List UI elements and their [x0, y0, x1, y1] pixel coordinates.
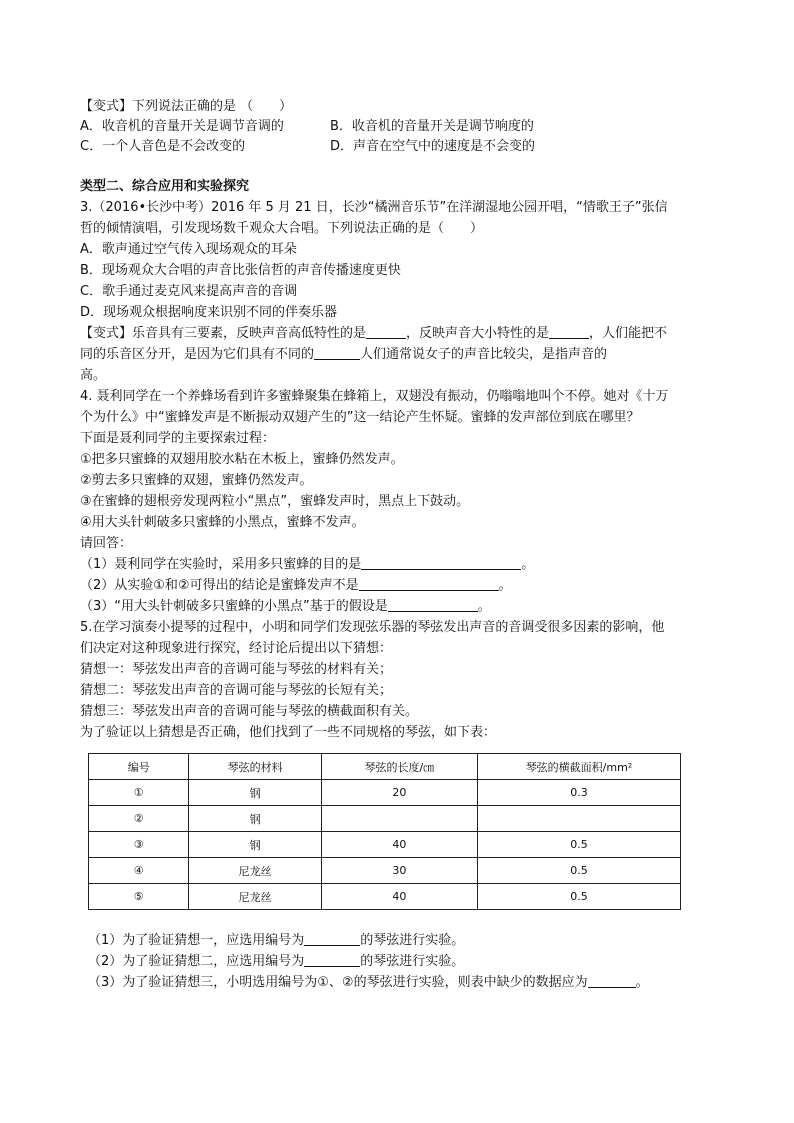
- table-cell: 钢: [189, 780, 321, 806]
- table-row: [89, 832, 681, 858]
- q4-stem-1: 4. 聂利同学在一个养蜂场看到许多蜜蜂聚集在蜂箱上，双翅没有振动，仍嗡嗡地叫个不停。她对《十万: [80, 389, 669, 404]
- q5-guess-2: 猜想二：琴弦发出声音的音调可能与琴弦的长短有关；: [80, 683, 393, 698]
- q4-answer-1: （1）聂利同学在实验时，采用多只蜜蜂的目的是 。: [80, 557, 535, 572]
- worksheet-page: [80, 97, 720, 743]
- q4-step-3: ③在蜜蜂的翅根旁发现两粒小“黑点”，蜜蜂发声时，黑点上下鼓动。: [80, 494, 470, 509]
- q4-prompt: 请回答：: [80, 536, 133, 551]
- answer-blank: [304, 952, 360, 967]
- header-cell: 琴弦的材料: [189, 754, 321, 780]
- table-row: [89, 780, 681, 806]
- header-cell: 琴弦的长度/㎝: [321, 754, 477, 780]
- table-row: [89, 884, 681, 910]
- q5-answer-1: （1）为了验证猜想一，应选用编号为 的琴弦进行实验。: [88, 933, 465, 948]
- q3-stem-2: 哲的倾情演唱，引发现场数千观众大合唱。下列说法正确的是（ ）: [80, 221, 484, 236]
- section-title: 类型二、综合应用和实验探究: [80, 179, 250, 194]
- table-cell: ⑤: [89, 884, 189, 910]
- answer-blank: [549, 324, 589, 339]
- table-cell: ②: [89, 806, 189, 832]
- q5-answers: [88, 930, 649, 993]
- table-cell: 40: [321, 832, 477, 858]
- q4-answer-2: （2）从实验①和②可得出的结论是蜜蜂发声不是 。: [80, 578, 512, 593]
- option-c: C．一个人音色是不会改变的: [80, 139, 246, 154]
- q5-guess-1: 猜想一：琴弦发出声音的音调可能与琴弦的材料有关；: [80, 662, 393, 677]
- table-cell: ①: [89, 780, 189, 806]
- answer-blank: [304, 931, 360, 946]
- q3-option-b: B．现场观众大合唱的声音比张信哲的声音传播速度更快: [80, 263, 401, 278]
- q5-stem-1: 5.在学习演奏小提琴的过程中，小明和同学们发现弦乐器的琴弦发出声音的音调受很多因素的影响，他: [80, 620, 665, 635]
- table-cell: 钢: [189, 832, 321, 858]
- table-cell: [477, 806, 680, 832]
- table-cell: 0.5: [477, 858, 680, 884]
- q5-guess-3: 猜想三：琴弦发出声音的音调可能与琴弦的横截面积有关。: [80, 704, 419, 719]
- option-a: A．收音机的音量开关是调节音调的: [80, 119, 284, 134]
- answer-blank: [314, 345, 360, 360]
- variant2-line-1: 【变式】乐音具有三要素，反映声音高低特性的是 ，反映声音大小特性的是 ，人们能把不: [80, 326, 668, 341]
- q5-stem-2: 们决定对这种现象进行探究，经讨论后提出以下猜想：: [80, 641, 393, 656]
- option-b: B．收音机的音量开关是调节响度的: [330, 119, 534, 134]
- q4-step-4: ④用大头针刺破多只蜜蜂的小黑点，蜜蜂不发声。: [80, 515, 365, 530]
- q3-option-a: A．歌声通过空气传入现场观众的耳朵: [80, 242, 297, 257]
- q5-table-intro: 为了验证以上猜想是否正确，他们找到了一些不同规格的琴弦，如下表：: [80, 725, 497, 740]
- table-cell: 0.5: [477, 884, 680, 910]
- header-cell: 琴弦的横截面积/mm²: [477, 754, 680, 780]
- table-cell: 尼龙丝: [189, 884, 321, 910]
- option-d: D．声音在空气中的速度是不会变的: [330, 139, 536, 154]
- q4-step-1: ①把多只蜜蜂的双翅用胶水粘在木板上，蜜蜂仍然发声。: [80, 452, 404, 467]
- table-cell: 尼龙丝: [189, 858, 321, 884]
- variant1-options-cd: [80, 137, 720, 157]
- q5-answer-2: （2）为了验证猜想二，应选用编号为 的琴弦进行实验。: [88, 954, 465, 969]
- answer-blank: [588, 973, 636, 988]
- table-cell: ③: [89, 832, 189, 858]
- table-header-row: [89, 754, 681, 780]
- q3-stem-1: 3.（2016•长沙中考）2016 年 5 月 21 日，长沙“橘洲音乐节”在洋湖湿地公园开唱，“情歌王子”张信: [80, 200, 668, 215]
- variant1-question: 【变式】下列说法正确的是 （ ）: [80, 99, 293, 114]
- variant1-options-ab: [80, 117, 720, 137]
- variant2-line-2: 同的乐音区分开，是因为它们具有不同的 人们通常说女子的声音比较尖，是指声音的: [80, 347, 608, 362]
- table-cell: 0.5: [477, 832, 680, 858]
- q4-stem-2: 个为什么》中“蜜蜂发声是不断振动双翅产生的”这一结论产生怀疑。蜜蜂的发声部位到底在哪里？: [80, 410, 640, 425]
- answer-blank: [361, 555, 521, 570]
- string-spec-table: [88, 753, 681, 910]
- q3-option-d: D．现场观众根据响度来识别不同的伴奏乐器: [80, 305, 338, 320]
- variant2-line-3: 高。: [80, 368, 107, 383]
- q4-step-2: ②剪去多只蜜蜂的双翅，蜜蜂仍然发声。: [80, 473, 313, 488]
- table-cell: 40: [321, 884, 477, 910]
- q5-answer-3: （3）为了验证猜想三，小明选用编号为①、②的琴弦进行实验，则表中缺少的数据应为 。: [88, 975, 649, 990]
- table-row: [89, 858, 681, 884]
- answer-blank: [366, 324, 406, 339]
- q4-answer-3: （3）“用大头针刺破多只蜜蜂的小黑点”基于的假设是 。: [80, 599, 491, 614]
- table-cell: 钢: [189, 806, 321, 832]
- table-cell: [321, 806, 477, 832]
- q3-option-c: C．歌手通过麦克风来提高声音的音调: [80, 284, 298, 299]
- table-row: [89, 806, 681, 832]
- table-cell: 0.3: [477, 780, 680, 806]
- table-cell: ④: [89, 858, 189, 884]
- q4-stem-3: 下面是聂利同学的主要探索过程：: [80, 431, 276, 446]
- answer-blank: [359, 576, 499, 591]
- table-cell: 20: [321, 780, 477, 806]
- answer-blank: [388, 597, 478, 612]
- header-cell: 编号: [89, 754, 189, 780]
- table-cell: 30: [321, 858, 477, 884]
